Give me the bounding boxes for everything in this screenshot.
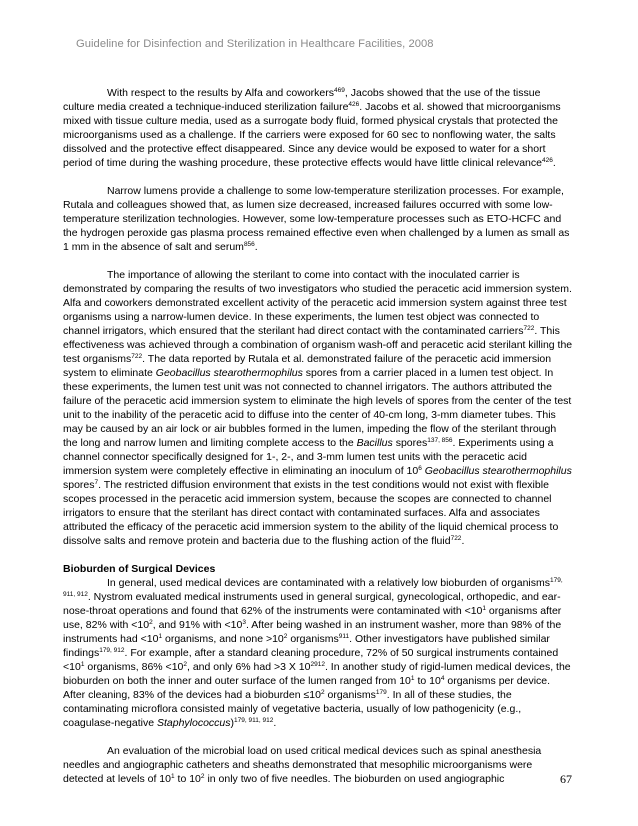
paragraph-alfa-results: With respect to the results by Alfa and coworkers$^{469}$, Jacobs showed that the use of the tissue culture media created a technique-induced sterilization failure$^{426}$. Jacobs et al. showed that microorganisms mixed with tissue culture media, used as a surrogate body fluid, formed physical crystals that protected the microorganisms used as a challenge. If the carriers were exposed for 60 sec to nonflowing water, the salts dissolved and the protective effect disappeared. Since any device would be exposed to water for a short period of time during the washing procedure, these protective effects would have little clinical relevance$^{426}$. bbox=[63, 87, 561, 169]
exponent: 2 bbox=[149, 619, 153, 626]
exponent: 6 bbox=[418, 465, 422, 472]
paragraph-sterilant-contact: The importance of allowing the sterilant to come into contact with the inoculated carrier is demonstrated by comparing the results of two investigators who studied the peracetic acid immersion system. Alfa and coworkers demonstrated excellent activity of the peracetic acid immersion system against three test organisms using a narrow-lumen device. In these experiments, the lumen test object was connected to channel irrigators, which ensured that the sterilant had direct contact with the contaminated carriers$^{722}$. This effectiveness was achieved through a combination of organism wash-off and peracetic acid sterilant killing the test organisms$^{722}$. The data reported by Rutala et al. demonstrated failure of the peracetic acid immersion system to eliminate Geobacillus stearothermophilus spores from a carrier placed in a lumen test object. In these experiments, the lumen test unit was not connected to channel irrigators. The authors attributed the failure of the peracetic acid immersion system to eliminate the high levels of spores from the center of the test unit to the inability of the peracetic acid to diffuse into the center of 40-cm long, 3-mm diameter tubes. This may be caused by an air lock or air bubbles formed in the lumen, impeding the flow of the sterilant through the long and narrow lumen and limiting complete access to the Bacillus spores$^{137, 856}$. Experiments using a channel connector specifically designed for 1-, 2-, and 3-mm lumen test units with the peracetic acid immersion system were completely effective in eliminating an inoculum of $10^6$ Geobacillus stearothermophilus spores$^7$. The restricted diffusion environment that exists in the test conditions would not exist with flexible scopes processed in the peracetic acid immersion system, because the scopes are connected to channel irrigators to ensure that the sterilant has direct contact with contaminated surfaces. Alfa and associates attributed the efficacy of the peracetic acid immersion system to the ability of the liquid chemical process to dissolve salts and remove protein and bacteria due to the flushing action of the fluid$^{722}$. bbox=[63, 269, 573, 547]
citation: 426 bbox=[348, 101, 360, 108]
citation: 2912 bbox=[310, 661, 325, 668]
exponent: 1 bbox=[80, 661, 85, 668]
running-header: Guideline for Disinfection and Sterilization in Healthcare Facilities, 2008 bbox=[76, 38, 434, 50]
paragraph-microbial-load: An evaluation of the microbial load on used critical medical devices such as spinal anesthesia needles and angiographic catheters and sheaths demonstrated that mesophilic microorganisms were detected at levels of $10^1$ to $10^2$ in only two of five needles. The bioburden on used angiographic bbox=[63, 745, 542, 785]
exponent: 1 bbox=[158, 633, 163, 640]
citation: 7 bbox=[94, 479, 99, 486]
exponent: 4 bbox=[440, 675, 445, 682]
citation: 426 bbox=[542, 157, 553, 164]
exponent: 1 bbox=[171, 773, 175, 780]
genus-name: Staphylococcus bbox=[156, 717, 231, 729]
citation: 137, 856 bbox=[427, 437, 453, 444]
genus-name: Bacillus bbox=[356, 437, 393, 449]
exponent: 2 bbox=[183, 661, 187, 668]
species-name: Geobacillus stearothermophilus bbox=[155, 367, 303, 379]
exponent: 3 bbox=[242, 619, 246, 626]
citation: 722 bbox=[131, 353, 143, 360]
citation: 179 bbox=[375, 689, 387, 696]
exponent: 1 bbox=[482, 605, 487, 612]
citation: 911 bbox=[338, 633, 350, 640]
citation: 722 bbox=[450, 535, 462, 542]
exponent: 1 bbox=[410, 675, 415, 682]
citation: 469 bbox=[334, 87, 345, 94]
citation: 179, 911, 912 bbox=[63, 577, 563, 598]
citation: 179, 912 bbox=[99, 647, 125, 654]
exponent: 2 bbox=[200, 773, 205, 780]
page-number: 67 bbox=[560, 772, 572, 786]
species-name: Geobacillus stearothermophilus bbox=[424, 465, 572, 477]
citation: 856 bbox=[243, 241, 255, 248]
exponent: 2 bbox=[283, 633, 288, 640]
paragraph-narrow-lumens: Narrow lumens provide a challenge to some low-temperature sterilization processes. For example, Rutala and colleagues showed that, as lumen size decreased, increased failures occurred with some low-temperature sterilization technologies. However, some low-temperature processes such as ETO-HCFC and the hydrogen peroxide gas plasma process remained effective even when challenged by a lumen as small as 1 mm in the absence of salt and serum$^{856}$. bbox=[63, 185, 570, 253]
section-heading: Bioburden of Surgical Devices bbox=[63, 563, 216, 575]
citation: 179, 911, 912 bbox=[234, 717, 274, 724]
exponent: 2 bbox=[320, 689, 325, 696]
paragraph-bioburden: In general, used medical devices are contaminated with a relatively low bioburden of organisms$^{179, 911, 912}$. Nystrom evaluated medical instruments used in general surgical, gynecological, orthopedic, and ear-nose-throat operations and found that 62% of the instruments were contaminated with $<10^1$ organisms after use, 82% with $<10^2$, and 91% with $<10^3$. After being washed in an instrument washer, more than 98% of the instruments had $<10^1$ organisms, and none $>10^2$ organisms$^{911}$. Other investigators have published similar findings$^{179, 912}$. For example, after a standard cleaning procedure, 72% of 50 surgical instruments contained $<10^1$ organisms, $86\% <10^2$, and only 6% had >3 X $10^{2912}$. In another study of rigid-lumen medical devices, the bioburden on both the inner and outer surface of the lumen ranged from $10^1$ to $10^4$ organisms per device. After cleaning, 83% of the devices had a bioburden $\le 10^2$ organisms$^{179}$. In all of these studies, the contaminating microflora consisted mainly of vegetative bacteria, usually of low pathogenicity (e.g., coagulase-negative Staphylococcus)$^{179, 911, 912}$. bbox=[63, 577, 571, 729]
body-text bbox=[63, 86, 573, 800]
citation: 722 bbox=[523, 325, 535, 332]
